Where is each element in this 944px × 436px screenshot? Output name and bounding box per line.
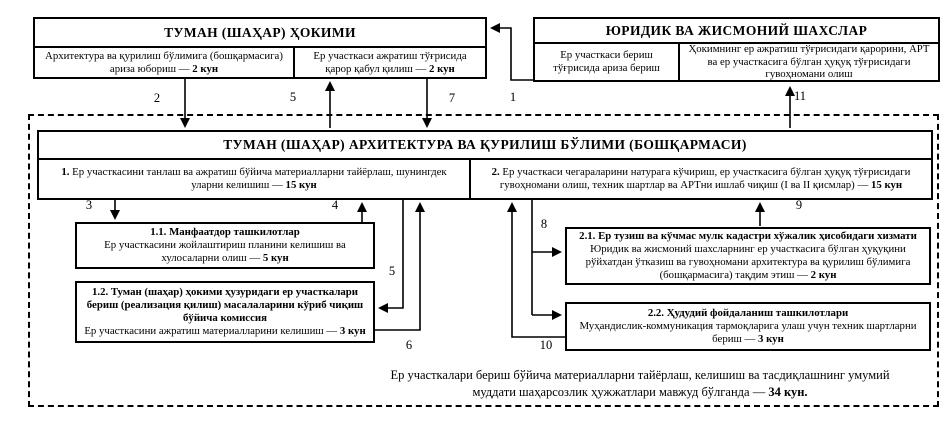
- flow-label-10: 10: [539, 338, 553, 352]
- architecture-cell-2: 2. Ер участкаси чегараларини натурага кўчириш, ер участкасига бўлган ҳуқуқ тўғрисидаги гувоҳномани олиш, техник шартлар ва АРТни ишлаб чиқиш (I ва II қисмлар) — 15 кун: [491, 166, 911, 191]
- flow-label-11: 11: [793, 89, 807, 103]
- flow-label-8: 8: [540, 217, 548, 231]
- flow-label-9: 9: [795, 198, 803, 212]
- hokim-title: ТУМАН (ШАҲАР) ҲОКИМИ: [35, 19, 485, 48]
- cadastre-service-text: Юридик ва жисмоний шахсларнинг ер участкасига бўлган ҳуқуқини рўйхатдан ўтказиш ва гувоҳномани архитектура ва қурилиш бўлимига (бошқармасига) тақдим этиш — 2 кун: [585, 243, 911, 281]
- cadastre-service-box: [565, 227, 931, 285]
- hokim-cell-decision: Ер участкаси ажратиш тўғрисида қарор қабул қилиш — 2 кун: [313, 49, 467, 75]
- hokim-box: [33, 17, 487, 79]
- commission-text: Ер участкасини ажратиш материалларини келишиш — 3 кун: [84, 324, 366, 337]
- flow-label-1: 1: [509, 90, 517, 104]
- territorial-organizations-text: Муҳандислик-коммуникация тармоқларига улаш учун техник шартларни бериш — 3 кун: [579, 320, 917, 345]
- architecture-cell-1: 1. Ер участкасини танлаш ва ажратиш бўйича материалларни тайёрлаш, шунингдек уларни келишиш — 15 кун: [39, 160, 471, 198]
- flow-label-6: 6: [405, 338, 413, 352]
- flow-label-2: 2: [153, 91, 161, 105]
- territorial-organizations-title: 2.2. Ҳудудий фойдаланиш ташкилотлари: [647, 307, 849, 320]
- commission-box: [75, 281, 375, 343]
- persons-cell-receive: Ҳокимнинг ер ажратиш тўғрисидаги қарорини, АРТ ва ер участкасига бўлган ҳуқуқ тўғрисидаги гувоҳномани олиш: [688, 42, 930, 81]
- flow-label-5b: 5: [388, 264, 396, 278]
- persons-title: ЮРИДИК ВА ЖИСМОНИЙ ШАХСЛАР: [535, 19, 938, 44]
- interested-organizations-box: [75, 222, 375, 269]
- connector-step-1: [492, 28, 535, 80]
- interested-organizations-title: 1.1. Манфаатдор ташкилотлар: [150, 226, 300, 239]
- persons-box: [533, 17, 940, 82]
- hokim-cell-application: Архитектура ва қурилиш бўлимига (бошқармасига) ариза юбориш — 2 кун: [35, 48, 295, 77]
- flow-label-7: 7: [448, 91, 456, 105]
- persons-cell-apply: Ер участкаси бериш тўғрисида ариза бериш: [535, 44, 680, 80]
- total-duration-note: Ер участкалари бериш бўйича материалларни тайёрлаш, келишиш ва тасдиқлашнинг умумий муддати шаҳарсозлик ҳужжатлари мавжуд бўлганда — 34 кун.: [390, 368, 890, 399]
- interested-organizations-text: Ер участкасини жойлаштириш планини келишиш ва хулосаларни олиш — 5 кун: [104, 239, 346, 264]
- commission-title: 1.2. Туман (шаҳар) ҳокими ҳузуридаги ер участкалари бериш (реализация қилиш) масалаларини кўриб чиқиш бўйича комиссия: [86, 286, 364, 324]
- flow-label-5: 5: [289, 90, 297, 104]
- flow-label-3: 3: [85, 198, 93, 212]
- architecture-box: [37, 130, 933, 200]
- flow-label-4: 4: [331, 198, 339, 212]
- architecture-title: ТУМАН (ШАҲАР) АРХИТЕКТУРА ВА ҚУРИЛИШ БЎЛИМИ (БОШҚАРМАСИ): [39, 132, 931, 160]
- cadastre-service-title: 2.1. Ер тузиш ва кўчмас мулк кадастри хўжалик ҳисобидаги хизмати: [579, 230, 917, 243]
- territorial-organizations-box: [565, 302, 931, 351]
